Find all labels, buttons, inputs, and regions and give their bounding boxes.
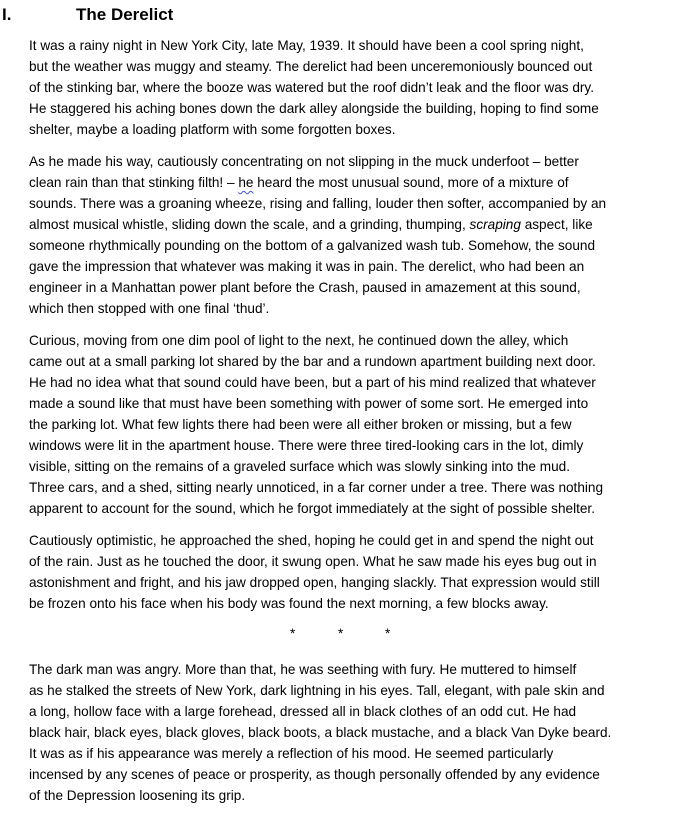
- text-line: He had no idea what that sound could have been, but a part of his mind realized that whatever: [29, 375, 596, 390]
- text-line: sounds. There was a groaning wheeze, rising and falling, louder then softer, accompanied by an: [29, 196, 607, 211]
- chapter-title: The Derelict: [76, 5, 174, 24]
- text-line: As he made his way, cautiously concentrating on not slipping in the muck underfoot – better: [29, 154, 579, 169]
- scene-break-asterisk: *: [290, 626, 296, 641]
- text-line: apparent to account for the sound, which he forgot immediately at the sight of possible shelter.: [29, 501, 595, 516]
- spellcheck-flagged-word[interactable]: he: [238, 175, 254, 190]
- text-line: but the weather was muggy and steamy. The derelict had been unceremoniously bounced out: [29, 59, 593, 74]
- italic-word: scraping: [469, 217, 521, 232]
- text-fragment: heard the most unusual sound, more of a mixture of: [253, 175, 569, 190]
- text-line: a long, hollow face with a large forehead, dressed all in black clothes of an odd cut. He had: [29, 704, 577, 719]
- text-line: black hair, black eyes, black gloves, black boots, a black mustache, and a black Van Dyke beard.: [29, 725, 612, 740]
- scene-break: [29, 623, 669, 649]
- text-line: someone rhythmically pounding on the bottom of a galvanized wash tub. Somehow, the sound: [29, 238, 596, 253]
- text-line: visible, sitting on the remains of a graveled surface which was slowly sinking into the mud.: [29, 459, 570, 474]
- text-fragment: almost musical whistle, sliding down the scale, and a grinding, thumping,: [29, 217, 470, 232]
- text-line: Cautiously optimistic, he approached the shed, hoping he could get in and spend the night out: [29, 533, 594, 548]
- text-fragment: clean rain than that stinking filth! –: [29, 175, 239, 190]
- chapter-heading: [0, 2, 686, 28]
- text-line: It was a rainy night in New York City, late May, 1939. It should have been a cool spring night,: [29, 38, 584, 53]
- text-line: be frozen onto his face when his body was found the next morning, a few blocks away.: [29, 596, 549, 611]
- text-line: of the stinking bar, where the booze was watered but the roof didn’t leak and the floor was dry.: [29, 80, 594, 95]
- text-line: The dark man was angry. More than that, he was seething with fury. He muttered to himself: [29, 662, 577, 677]
- paragraph-5: [29, 659, 669, 806]
- text-line: windows were lit in the apartment house. There were three tired-looking cars in the lot, dimly: [29, 438, 584, 453]
- text-line: came out at a small parking lot shared by the bar and a rundown apartment building next door.: [29, 354, 596, 369]
- chapter-body: [29, 35, 669, 817]
- scene-break-asterisk: *: [385, 626, 391, 641]
- text-fragment: aspect, like: [520, 217, 593, 232]
- paragraph-2: [29, 151, 669, 319]
- paragraph-1: [29, 35, 669, 140]
- text-line: the parking lot. What few lights there had been were all either broken or missing, but a few: [29, 417, 572, 432]
- text-line: of the rain. Just as he touched the door, it swung open. What he saw made his eyes bug out in: [29, 554, 597, 569]
- text-line: engineer in a Manhattan power plant before the Crash, paused in amazement at this sound,: [29, 280, 581, 295]
- paragraph-3: [29, 330, 669, 519]
- text-line: astonishment and fright, and his jaw dropped open, hanging slackly. That expression would still: [29, 575, 600, 590]
- text-line: [29, 172, 669, 193]
- text-line: shelter, maybe a loading platform with some forgotten boxes.: [29, 122, 396, 137]
- text-line: of the Depression loosening its grip.: [29, 788, 246, 803]
- paragraph-4: [29, 530, 669, 614]
- text-line: made a sound like that must have been something with power of some sort. He emerged into: [29, 396, 589, 411]
- text-line: incensed by any scenes of peace or prosperity, as though personally offended by any evidence: [29, 767, 600, 782]
- scene-break-asterisk: *: [338, 626, 344, 641]
- text-line: He staggered his aching bones down the dark alley alongside the building, hoping to find some: [29, 101, 599, 116]
- text-line: It was as if his appearance was merely a reflection of his mood. He seemed particularly: [29, 746, 554, 761]
- text-line: Curious, moving from one dim pool of light to the next, he continued down the alley, which: [29, 333, 569, 348]
- text-line: Three cars, and a shed, sitting nearly unnoticed, in a far corner under a tree. There was nothing: [29, 480, 604, 495]
- chapter-number: I.: [2, 5, 12, 24]
- text-line: gave the impression that whatever was making it was in pain. The derelict, who had been an: [29, 259, 585, 274]
- text-line: as he stalked the streets of New York, dark lightning in his eyes. Tall, elegant, with pale skin and: [29, 683, 605, 698]
- text-line: [29, 214, 669, 235]
- text-line: which then stopped with one final ‘thud’.: [29, 301, 270, 316]
